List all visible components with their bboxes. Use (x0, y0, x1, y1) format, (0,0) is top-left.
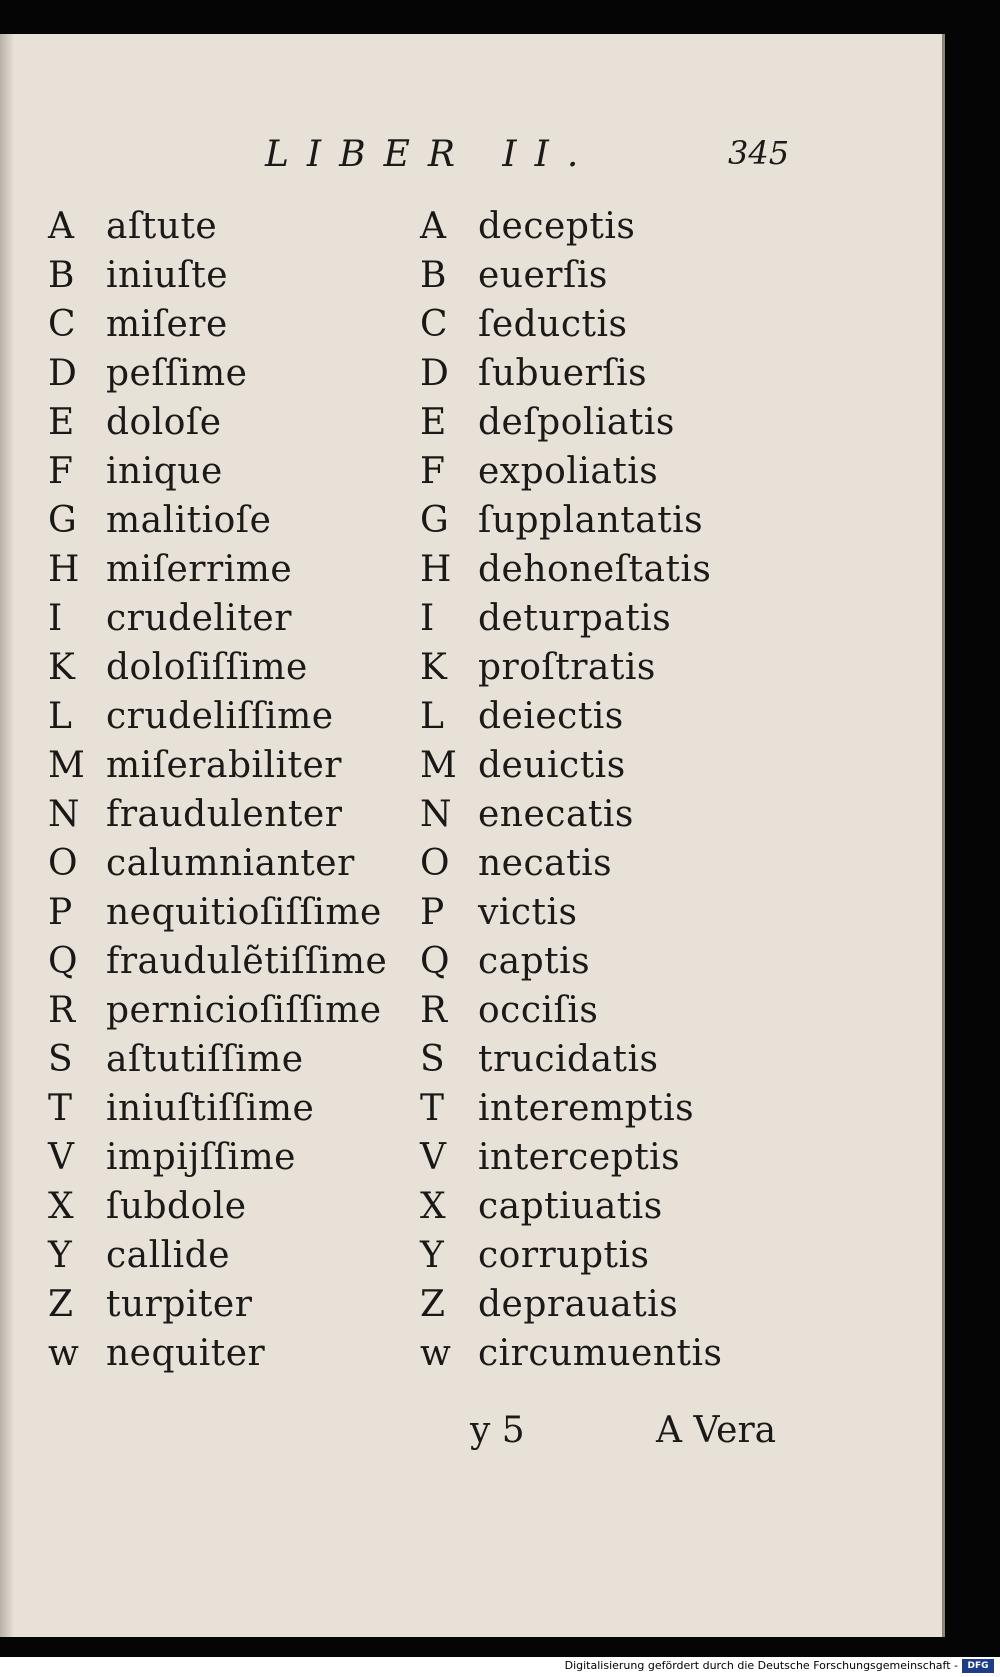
cipher-word: fraudulẽtiſſime (106, 941, 388, 982)
cipher-letter: Y (420, 1235, 444, 1276)
cipher-word: euerſis (478, 255, 608, 296)
cipher-letter: V (420, 1137, 446, 1178)
cipher-word: deprauatis (478, 1284, 679, 1325)
cipher-word: interceptis (478, 1137, 681, 1178)
cipher-row (420, 941, 760, 990)
cipher-row (420, 255, 760, 304)
cipher-letter: X (48, 1186, 74, 1227)
cipher-row (48, 1039, 418, 1088)
cipher-letter: F (420, 451, 445, 492)
cipher-letter: L (48, 696, 72, 737)
cipher-row (48, 990, 418, 1039)
cipher-row (420, 451, 760, 500)
cipher-letter: E (48, 402, 75, 443)
cipher-word: pernicioſiſſime (106, 990, 382, 1031)
cipher-word: doloſiſſime (106, 647, 308, 688)
cipher-word: dehoneſtatis (478, 549, 712, 590)
cipher-row (48, 1333, 418, 1382)
page-header (0, 134, 942, 194)
cipher-word: turpiter (106, 1284, 253, 1325)
cipher-word: necatis (478, 843, 613, 884)
cipher-letter: C (48, 304, 76, 345)
cipher-row (48, 941, 418, 990)
cipher-letter: T (48, 1088, 73, 1129)
cipher-word: enecatis (478, 794, 634, 835)
cipher-letter: G (420, 500, 449, 541)
cipher-letter: Q (48, 941, 78, 982)
dfg-logo: DFG (962, 1659, 994, 1673)
cipher-row (420, 745, 760, 794)
cipher-row (420, 402, 760, 451)
page-number: 345 (728, 134, 790, 172)
cipher-letter: P (48, 892, 73, 933)
cipher-letter: I (420, 598, 435, 639)
cipher-letter: w (48, 1333, 79, 1374)
cipher-word: iniuſtiſſime (106, 1088, 315, 1129)
cipher-row (48, 647, 418, 696)
cipher-letter: B (420, 255, 447, 296)
cipher-word: impijſſime (106, 1137, 296, 1178)
cipher-letter: Y (48, 1235, 72, 1276)
cipher-row (48, 598, 418, 647)
cipher-row (420, 990, 760, 1039)
cipher-letter: N (420, 794, 452, 835)
cipher-letter: A (48, 206, 74, 247)
cipher-word: proſtratis (478, 647, 656, 688)
cipher-word: peſſime (106, 353, 248, 394)
cipher-row (48, 1137, 418, 1186)
cipher-letter: R (420, 990, 448, 1031)
cipher-row (48, 1235, 418, 1284)
cipher-word: miſerrime (106, 549, 293, 590)
cipher-letter: K (420, 647, 447, 688)
cipher-row (48, 696, 418, 745)
right-column (420, 206, 760, 1382)
cipher-word: ſupplantatis (478, 500, 704, 541)
cipher-row (420, 1235, 760, 1284)
cipher-word: calumnianter (106, 843, 355, 884)
cipher-word: nequitioſiſſime (106, 892, 382, 933)
cipher-row (420, 1186, 760, 1235)
cipher-letter: Q (420, 941, 450, 982)
cipher-word: aſtutiſſime (106, 1039, 304, 1080)
cipher-word: crudeliſſime (106, 696, 334, 737)
cipher-letter: O (420, 843, 450, 884)
cipher-letter: A (420, 206, 446, 247)
cipher-letter: Z (48, 1284, 74, 1325)
credit-text: Digitalisierung gefördert durch die Deutsche Forschungsgemeinschaft - (564, 1659, 958, 1672)
cipher-row (420, 549, 760, 598)
cipher-row (420, 1039, 760, 1088)
cipher-word: ſeductis (478, 304, 628, 345)
cipher-word: deuictis (478, 745, 626, 786)
cipher-row (48, 794, 418, 843)
cipher-word: aſtute (106, 206, 218, 247)
cipher-word: captis (478, 941, 591, 982)
cipher-letter: B (48, 255, 75, 296)
credit-bar (0, 1657, 1000, 1677)
cipher-letter: C (420, 304, 448, 345)
cipher-word: interemptis (478, 1088, 695, 1129)
cipher-word: crudeliter (106, 598, 292, 639)
cipher-word: deiectis (478, 696, 624, 737)
cipher-row (48, 843, 418, 892)
cipher-row (420, 598, 760, 647)
cipher-letter: I (48, 598, 63, 639)
cipher-letter: N (48, 794, 80, 835)
cipher-row (48, 451, 418, 500)
cipher-row (420, 353, 760, 402)
cipher-word: iniuſte (106, 255, 228, 296)
cipher-row (48, 304, 418, 353)
cipher-row (48, 1284, 418, 1333)
cipher-letter: E (420, 402, 447, 443)
cipher-letter: M (420, 745, 457, 786)
cipher-letter: T (420, 1088, 445, 1129)
cipher-row (48, 745, 418, 794)
cipher-row (420, 892, 760, 941)
cipher-letter: V (48, 1137, 74, 1178)
cipher-word: occiſis (478, 990, 599, 1031)
catchline (470, 1410, 777, 1451)
cipher-word: circumuentis (478, 1333, 723, 1374)
cipher-row (420, 304, 760, 353)
cipher-letter: H (420, 549, 452, 590)
cipher-letter: H (48, 549, 80, 590)
cipher-word: deceptis (478, 206, 636, 247)
cipher-word: deſpoliatis (478, 402, 675, 443)
cipher-word: trucidatis (478, 1039, 659, 1080)
cipher-row (420, 500, 760, 549)
cipher-row (420, 794, 760, 843)
cipher-row (48, 353, 418, 402)
cipher-word: nequiter (106, 1333, 266, 1374)
book-page (0, 34, 945, 1637)
cipher-word: ſubuerſis (478, 353, 648, 394)
cipher-word: corruptis (478, 1235, 650, 1276)
cipher-word: deturpatis (478, 598, 672, 639)
cipher-letter: w (420, 1333, 451, 1374)
cipher-row (48, 402, 418, 451)
cipher-letter: D (48, 353, 77, 394)
cipher-word: ſubdole (106, 1186, 247, 1227)
cipher-word: miſere (106, 304, 228, 345)
cipher-row (48, 1088, 418, 1137)
cipher-letter: D (420, 353, 449, 394)
cipher-letter: O (48, 843, 78, 884)
cipher-row (48, 206, 418, 255)
cipher-letter: M (48, 745, 85, 786)
cipher-row (48, 549, 418, 598)
cipher-row (48, 892, 418, 941)
cipher-letter: S (420, 1039, 445, 1080)
cipher-row (48, 500, 418, 549)
cipher-row (420, 1284, 760, 1333)
cipher-letter: Z (420, 1284, 446, 1325)
cipher-word: captiuatis (478, 1186, 663, 1227)
cipher-letter: K (48, 647, 75, 688)
cipher-row (420, 1088, 760, 1137)
cipher-word: callide (106, 1235, 231, 1276)
running-title: LIBER II. (265, 134, 597, 175)
cipher-letter: R (48, 990, 76, 1031)
catchword: A Vera (656, 1410, 777, 1451)
cipher-row (420, 696, 760, 745)
signature-mark: y 5 (470, 1410, 525, 1451)
cipher-word: miſerabiliter (106, 745, 343, 786)
cipher-word: doloſe (106, 402, 222, 443)
cipher-word: fraudulenter (106, 794, 343, 835)
cipher-row (420, 647, 760, 696)
cipher-word: inique (106, 451, 223, 492)
cipher-row (420, 206, 760, 255)
cipher-word: victis (478, 892, 578, 933)
cipher-letter: X (420, 1186, 446, 1227)
cipher-word: expoliatis (478, 451, 659, 492)
cipher-row (420, 1333, 760, 1382)
cipher-row (420, 1137, 760, 1186)
cipher-word: malitioſe (106, 500, 272, 541)
cipher-row (48, 1186, 418, 1235)
cipher-row (48, 255, 418, 304)
cipher-letter: F (48, 451, 73, 492)
cipher-letter: S (48, 1039, 73, 1080)
cipher-letter: G (48, 500, 77, 541)
cipher-row (420, 843, 760, 892)
left-column (48, 206, 418, 1382)
cipher-letter: L (420, 696, 444, 737)
cipher-letter: P (420, 892, 445, 933)
